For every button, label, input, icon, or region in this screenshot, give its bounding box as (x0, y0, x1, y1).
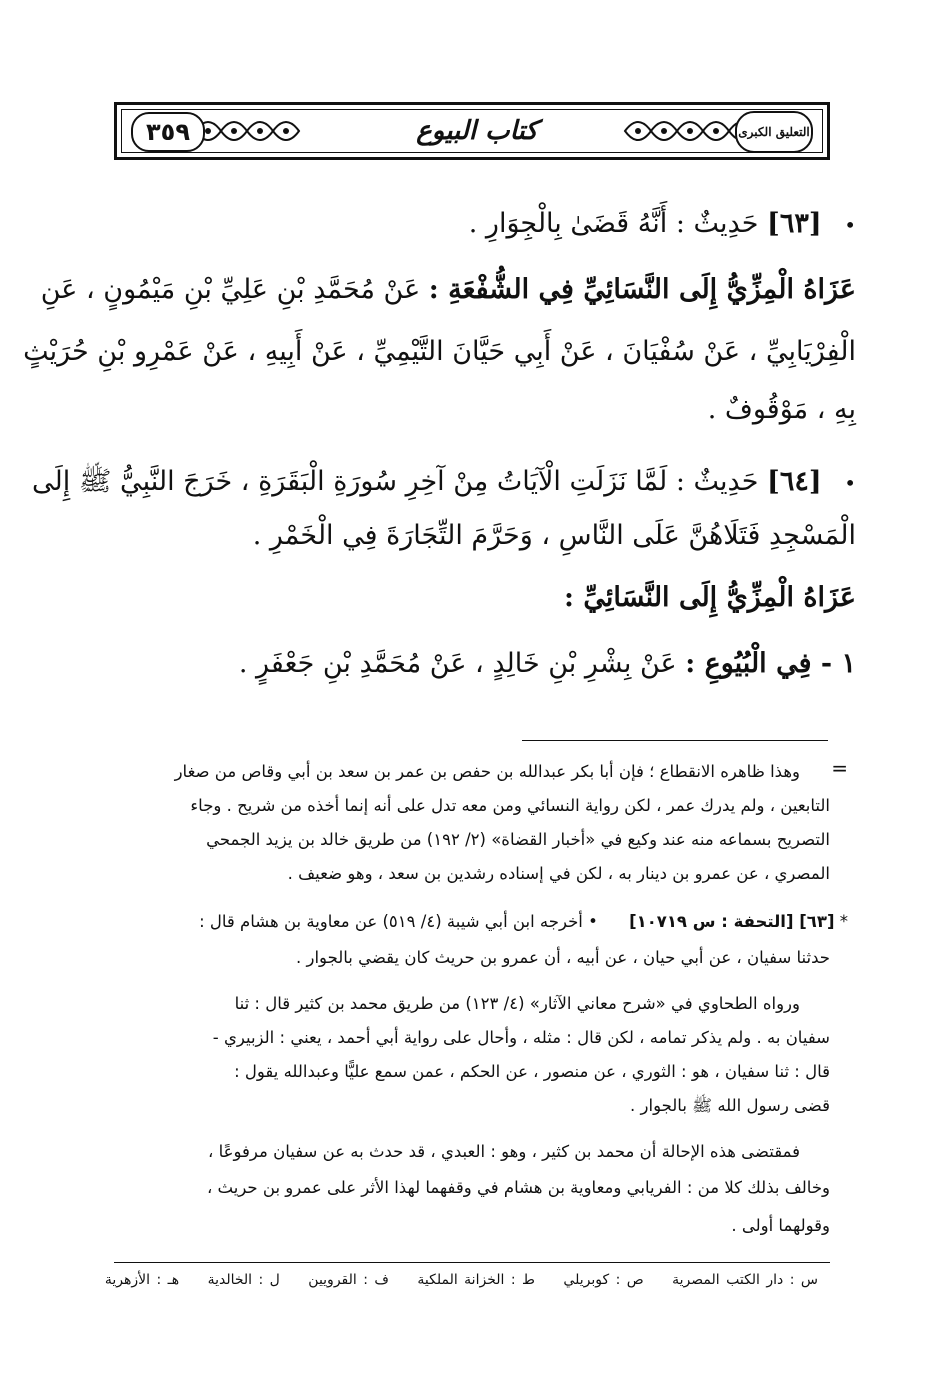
abbreviation: ط : الخزانة الملكية (417, 1272, 535, 1288)
attribution-64-item (118, 648, 856, 679)
bullet-icon: • (844, 213, 856, 237)
item-text: عَنْ بِشْرِ بْنِ خَالِدٍ ، عَنْ مُحَمَّدِ بْنِ جَعْفَرٍ . (238, 648, 677, 679)
hadith-number: [٦٣] (767, 208, 822, 239)
footnote-line: فمقتضى هذه الإحالة أن محمد بن كثير ، وهو : العبدي ، قد حدث به عن سفيان مرفوعًا ، (208, 1142, 800, 1161)
footnote-line: وخالف بذلك كلا من : الفريابي ومعاوية بن هشام في وقفهما لهذا الأثر على عمرو بن حريث ، (206, 1178, 830, 1197)
asterisk-mark: * (839, 912, 848, 931)
bottom-divider (114, 1262, 830, 1263)
bullet-icon: • (588, 912, 598, 931)
continuation-mark: = (831, 756, 848, 780)
footnote-divider (522, 740, 828, 741)
bullet-icon: • (844, 471, 856, 495)
footnote-line: وقولهما أولى . (731, 1216, 830, 1235)
manuscript-abbreviations (104, 1272, 818, 1288)
footnote-line: المصري ، عن عمرو بن دينار به ، لكن في إسناده رشدين بن سعد ، وهو ضعيف . (287, 864, 830, 883)
page-number: ٣٥٩ (131, 112, 205, 152)
attribution-63-line1 (40, 274, 856, 305)
footnote-line: قال : ثنا سفيان ، هو : الثوري ، عن منصور ، عن الحكم ، عمن سمع عليًّا وعبدالله يقول : (234, 1062, 830, 1081)
hadith-64-line1 (32, 464, 856, 504)
attribution-63-line2: الْفِرْيَابِيِّ ، عَنْ سُفْيَانَ ، عَنْ أَبِي حَيَّانَ التَّيْمِيِّ ، عَنْ أَبِيهِ ، عَنْ عَمْرِو بْنِ حُرَيْثٍ (23, 336, 856, 367)
footnote-63-header (120, 912, 848, 931)
hadith-64-line2: الْمَسْجِدِ فَتَلَاهُنَّ عَلَى النَّاسِ ، وَحَرَّمَ التِّجَارَةَ فِي الْخَمْرِ . (252, 520, 856, 551)
page-title: كتاب البيوع (416, 116, 538, 146)
footnote-line: حدثنا سفيان ، عن أبي حيان ، عن أبيه ، أن عمرو بن حريث كان يقضي بالجوار . (296, 948, 830, 967)
abbreviation: هـ : الأزهرية (104, 1272, 180, 1288)
attribution-label: عَزَاهُ الْمِزِّيُّ إِلَى النَّسَائِيِّ فِي الشُّفْعَةِ : (428, 274, 856, 305)
page-header (114, 102, 830, 160)
footnote-text: أخرجه ابن أبي شيبة (٤/ ٥١٩) عن معاوية بن هشام قال : (199, 912, 583, 931)
footnote-line: قضى رسول الله ﷺ بالجوار . (630, 1096, 830, 1115)
attribution-64-label: عَزَاهُ الْمِزِّيُّ إِلَى النَّسَائِيِّ : (563, 582, 856, 613)
hadith-text: حَدِيثٌ : أَنَّهُ قَضَىٰ بِالْجِوَارِ . (468, 208, 759, 239)
attribution-63-line3: بِهِ ، مَوْقُوفٌ . (707, 394, 856, 425)
footnote-line: سفيان به . ولم يذكر تمامه ، لكن قال : مثله ، وأحال على رواية أبي أحمد ، يعني : الزبيري - (212, 1028, 830, 1047)
hadith-number: [٦٤] (767, 466, 822, 497)
abbreviation: ص : كوبريلي (563, 1272, 644, 1288)
footnote-line: التابعين ، ولم يدرك عمر ، لكن رواية النسائي ومن معه تدل على أنه إنما أخذه من شريح . وجاء (190, 796, 830, 815)
footnote-line: التصريح بسماعه منه عند وكيع في «أخبار القضاة» (٢/ ١٩٢) من طريق خالد بن يزيد الجمحي (206, 830, 830, 849)
attribution-text: عَنْ مُحَمَّدِ بْنِ عَلِيِّ بْنِ مَيْمُونٍ ، عَنِ (40, 274, 421, 305)
footnote-line: ورواه الطحاوي في «شرح معاني الآثار» (٤/ ١٢٣) من طريق محمد بن كثير قال : ثنا (234, 994, 800, 1013)
footnote-line: وهذا ظاهره الانقطاع ؛ فإن أبا بكر عبدالله بن حفص بن عمر بن سعد بن أبي وقاص من صغار (174, 762, 800, 781)
abbreviation: س : دار الكتب المصرية (672, 1272, 818, 1288)
book-logo: التعليق الكبرى (735, 111, 813, 153)
hadith-63 (118, 208, 856, 239)
hadith-text: حَدِيثٌ : لَمَّا نَزَلَتِ الْآيَاتُ مِنْ آخِرِ سُورَةِ الْبَقَرَةِ ، خَرَجَ النَّبِيُّ ﷺ إِلَى (32, 466, 759, 497)
item-label: ١ - فِي الْبُيُوعِ : (685, 648, 856, 679)
abbreviation: ل : الخالدية (207, 1272, 280, 1288)
ornament-left-icon (193, 111, 303, 151)
abbreviation: ف : القرويين (308, 1272, 389, 1288)
footnote-ref: [٦٣] [التحفة : س ١٠٧١٩] (629, 912, 835, 931)
